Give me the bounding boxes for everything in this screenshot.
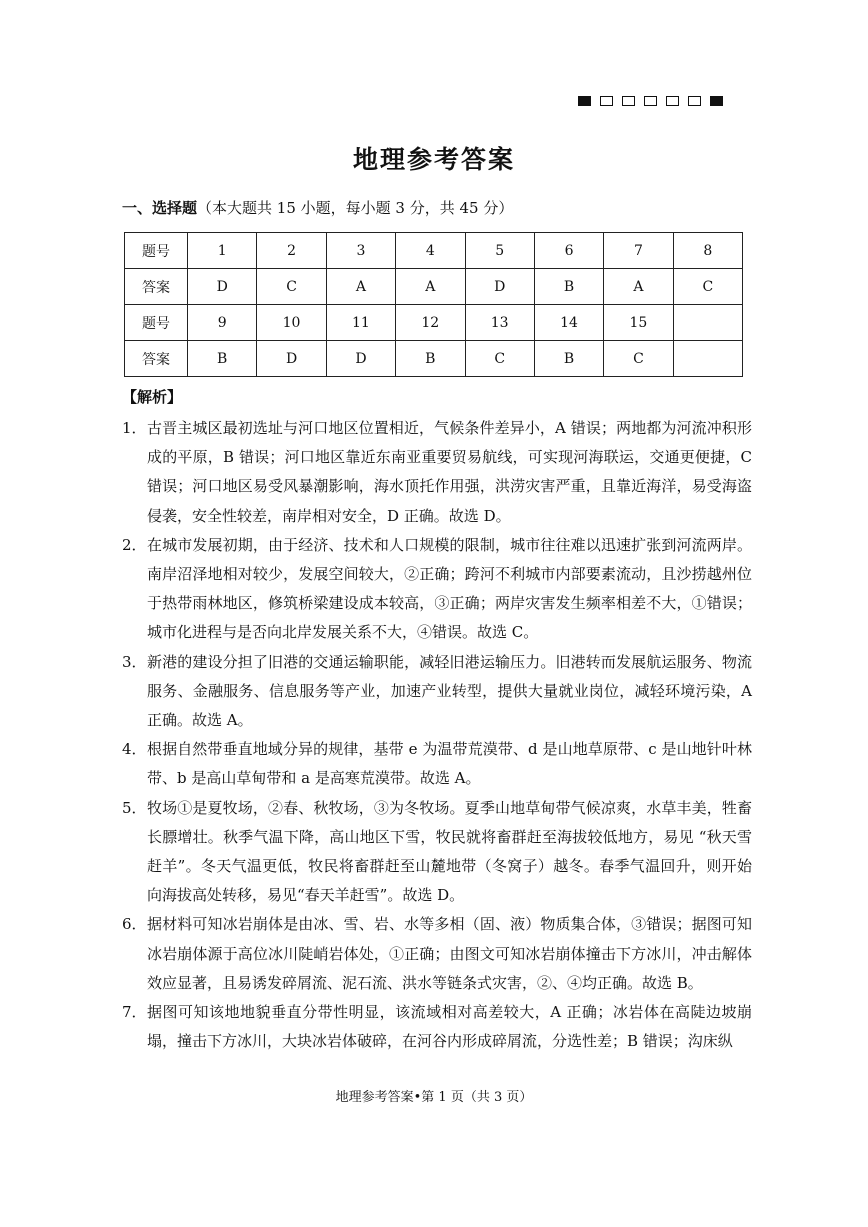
item-text: 根据自然带垂直地域分异的规律，基带 e 为温带荒漠带、d 是山地草原带、c 是山地针叶林带、b 是高山草甸带和 a 是高寒荒漠带。故选 A。: [147, 740, 752, 788]
item-text: 在城市发展初期，由于经济、技术和人口规模的限制，城市往往难以迅速扩张到河流两岸。南岸沼泽地相对较少，发展空间较大，②正确；跨河不利城市内部要素流动，且沙捞越州位于热带雨林地区，修筑桥梁建设成本较高，③正确；两岸灾害发生频率相差不大，①错误；城市化进程与是否向北岸发展关系不大，④错误。故选 C。: [147, 535, 752, 642]
section-note: （本大题共 15 小题，每小题 3 分，共 45 分）: [197, 199, 514, 217]
table-cell: C: [257, 269, 326, 305]
table-row-header: 题号: [125, 233, 188, 269]
square-marker: [710, 96, 723, 106]
item-number: 4．: [122, 740, 147, 759]
analysis-item: [122, 414, 752, 531]
item-number: 1．: [122, 419, 147, 437]
table-cell: 3: [326, 233, 395, 269]
table-cell: 12: [396, 305, 465, 341]
table-row: [125, 341, 743, 377]
analysis-item: [122, 794, 752, 911]
analysis-label: 【解析】: [122, 388, 183, 406]
table-cell: 14: [534, 305, 603, 341]
table-row-header: 答案: [125, 269, 188, 305]
table-cell: B: [534, 341, 603, 377]
square-marker: [578, 96, 591, 106]
table-cell: 7: [604, 233, 673, 269]
square-marker: [688, 96, 701, 106]
analysis-list: [122, 414, 752, 1056]
section-label: 一、选择题: [122, 199, 198, 217]
square-marker: [644, 96, 657, 106]
table-cell: D: [326, 341, 395, 377]
item-number: 5．: [122, 798, 147, 817]
analysis-item: [122, 910, 752, 998]
analysis-item: [122, 998, 752, 1056]
table-row: [125, 305, 743, 341]
table-cell: 9: [188, 305, 257, 341]
table-cell: A: [396, 269, 465, 305]
analysis-item: [122, 735, 752, 793]
item-text: 据图可知该地地貌垂直分带性明显，该流域相对高差较大，A 正确；冰岩体在高陡边坡崩塌，撞击下方冰川，大块冰岩体破碎，在河谷内形成碎屑流，分选性差；B 错误；沟床纵: [147, 1003, 752, 1051]
table-cell: [673, 341, 742, 377]
table-cell: A: [326, 269, 395, 305]
answer-table: [124, 232, 743, 377]
item-number: 7．: [122, 1003, 147, 1022]
item-number: 6．: [122, 915, 147, 934]
table-cell: 4: [396, 233, 465, 269]
page-footer: 地理参考答案•第 1 页（共 3 页）: [335, 1090, 533, 1105]
table-cell: B: [534, 269, 603, 305]
table-cell: 1: [188, 233, 257, 269]
item-text: 古晋主城区最初选址与河口地区位置相近，气候条件差异小，A 错误；两地都为河流冲积形成的平原，B 错误；河口地区靠近东南亚重要贸易航线，可实现河海联运，交通更便捷，C 错误；河口地区易受风暴潮影响，海水顶托作用强，洪涝灾害严重，且靠近海洋，易受海盗侵袭，安全性较差，南岸相对安全，D 正确。故选 D。: [147, 419, 752, 525]
table-cell: B: [188, 341, 257, 377]
table-cell: C: [465, 341, 534, 377]
square-marker: [666, 96, 679, 106]
item-text: 牧场①是夏牧场，②春、秋牧场，③为冬牧场。夏季山地草甸带气候凉爽，水草丰美，牲畜长膘增壮。秋季气温下降，高山地区下雪，牧民就将畜群赶至海拔较低地方，易见 “秋天雪赶羊”。冬天气温更低，牧民将畜群赶至山麓地带（冬窝子）越冬。春季气温回升，则开始向海拔高处转移，易见“春天羊赶雪”。故选 D。: [147, 798, 752, 905]
table-cell: 5: [465, 233, 534, 269]
page-title: 地理参考答案: [352, 145, 515, 174]
table-cell: [673, 305, 742, 341]
table-row: [125, 233, 743, 269]
table-cell: 6: [534, 233, 603, 269]
table-cell: D: [465, 269, 534, 305]
item-number: 2．: [122, 535, 147, 554]
table-cell: 8: [673, 233, 742, 269]
table-cell: 11: [326, 305, 395, 341]
table-cell: C: [673, 269, 742, 305]
table-row: [125, 269, 743, 305]
item-number: 3．: [122, 652, 147, 671]
table-cell: 13: [465, 305, 534, 341]
table-row-header: 题号: [125, 305, 188, 341]
table-cell: D: [188, 269, 257, 305]
section-heading: [122, 197, 513, 218]
table-cell: 10: [257, 305, 326, 341]
table-cell: B: [396, 341, 465, 377]
table-row-header: 答案: [125, 341, 188, 377]
analysis-item: [122, 531, 752, 648]
table-cell: 2: [257, 233, 326, 269]
square-marker: [622, 96, 635, 106]
table-cell: 15: [604, 305, 673, 341]
item-text: 新港的建设分担了旧港的交通运输职能，减轻旧港运输压力。旧港转而发展航运服务、物流服务、金融服务、信息服务等产业，加速产业转型，提供大量就业岗位，减轻环境污染，A 正确。故选 A。: [147, 652, 752, 730]
analysis-item: [122, 648, 752, 736]
item-text: 据材料可知冰岩崩体是由冰、雪、岩、水等多相（固、液）物质集合体，③错误；据图可知冰岩崩体源于高位冰川陡峭岩体处，①正确；由图文可知冰岩崩体撞击下方冰川，冲击解体效应显著，且易诱发碎屑流、泥石流、洪水等链条式灾害，②、④均正确。故选 B。: [147, 915, 752, 992]
square-marker: [600, 96, 613, 106]
table-cell: D: [257, 341, 326, 377]
table-cell: C: [604, 341, 673, 377]
table-cell: A: [604, 269, 673, 305]
header-square-markers: [578, 96, 723, 106]
